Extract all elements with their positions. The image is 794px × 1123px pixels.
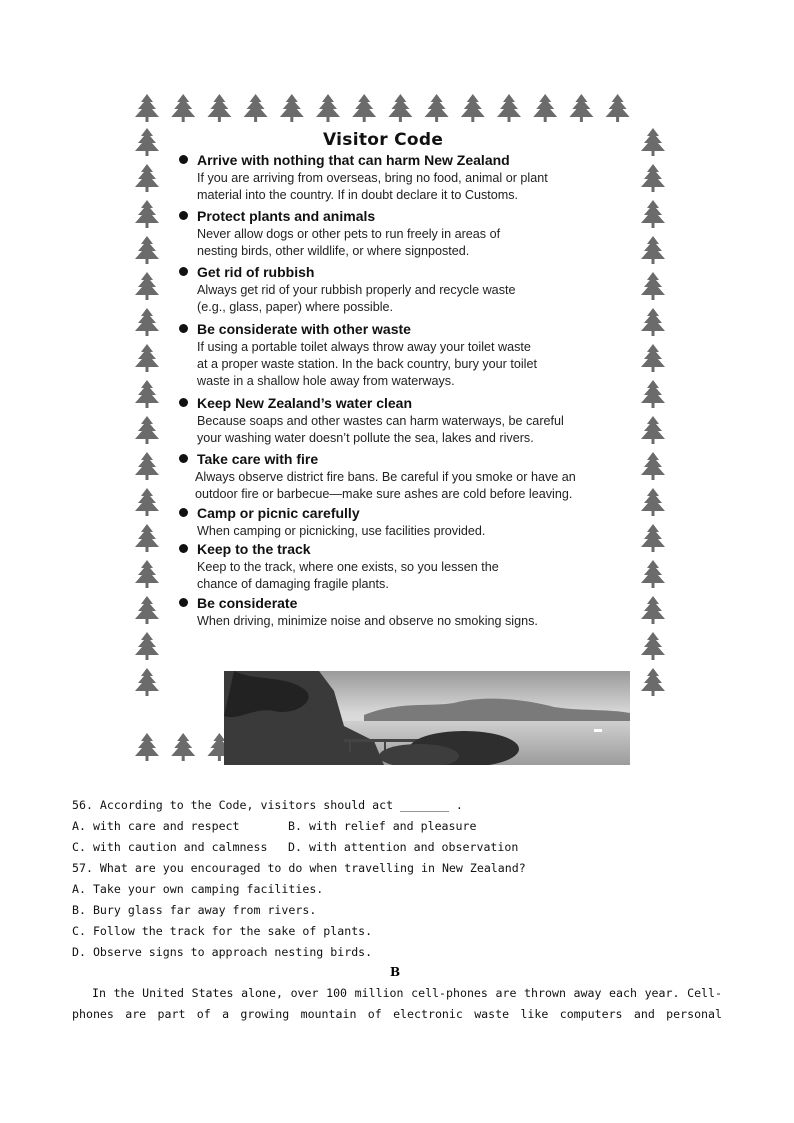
bullet-icon	[179, 324, 188, 333]
code-item-text-line: If you are arriving from overseas, bring no food, animal or plant	[197, 171, 548, 185]
bullet-icon	[179, 211, 188, 220]
code-item-heading: Protect plants and animals	[197, 208, 376, 224]
tree-icon	[641, 308, 665, 336]
q56-stem: 56. According to the Code, visitors should act _______ .	[72, 798, 463, 812]
tree-icon	[641, 164, 665, 192]
lake-landscape-photo	[224, 671, 630, 765]
tree-icon	[135, 308, 159, 336]
tree-icon	[641, 272, 665, 300]
tree-icon	[425, 94, 449, 122]
tree-icon	[135, 452, 159, 480]
tree-icon	[641, 560, 665, 588]
tree-icon	[135, 344, 159, 372]
tree-icon	[641, 596, 665, 624]
code-item-text-line: nesting birds, other wildlife, or where signposted.	[197, 244, 470, 258]
q57-option-a: A. Take your own camping facilities.	[72, 882, 324, 896]
tree-icon	[352, 94, 376, 122]
tree-icon	[388, 94, 412, 122]
code-item-heading: Get rid of rubbish	[197, 264, 315, 280]
tree-icon	[641, 200, 665, 228]
tree-icon	[641, 128, 665, 156]
code-item-text-line: When driving, minimize noise and observe no smoking signs.	[197, 614, 538, 628]
tree-icon	[533, 94, 557, 122]
tree-icon	[641, 236, 665, 264]
code-item-heading: Be considerate with other waste	[197, 321, 411, 337]
code-item-heading: Camp or picnic carefully	[197, 505, 360, 521]
tree-icon	[641, 668, 665, 696]
poster-title: Visitor Code	[323, 130, 444, 150]
q56-option-b: B. with relief and pleasure	[288, 819, 477, 833]
tree-icon	[135, 200, 159, 228]
tree-icon	[171, 94, 195, 122]
poster-content	[173, 128, 633, 728]
code-item-text-line: Never allow dogs or other pets to run freely in areas of	[197, 227, 501, 241]
tree-icon	[135, 416, 159, 444]
tree-icon	[207, 94, 231, 122]
bullet-icon	[179, 398, 188, 407]
code-item-heading: Arrive with nothing that can harm New Zealand	[197, 152, 510, 168]
passage-line-2: phones are part of a growing mountain of electronic waste like computers and personal	[72, 1007, 722, 1021]
tree-icon	[641, 488, 665, 516]
tree-icon	[135, 380, 159, 408]
tree-icon	[135, 524, 159, 552]
tree-icon	[135, 632, 159, 660]
q56-option-d: D. with attention and observation	[288, 840, 519, 854]
q57-option-b: B. Bury glass far away from rivers.	[72, 903, 317, 917]
code-item-heading: Keep to the track	[197, 541, 311, 557]
code-item-text-line: Because soaps and other wastes can harm waterways, be careful	[197, 414, 564, 428]
tree-icon	[135, 236, 159, 264]
code-item-text-line: material into the country. If in doubt declare it to Customs.	[197, 188, 519, 202]
visitor-code-poster	[131, 92, 669, 764]
bullet-icon	[179, 598, 188, 607]
tree-icon	[135, 733, 159, 761]
tree-icon	[569, 94, 593, 122]
tree-icon	[135, 94, 159, 122]
tree-icon	[135, 272, 159, 300]
tree-icon	[135, 164, 159, 192]
tree-icon	[135, 596, 159, 624]
q56-option-a: A. with care and respect	[72, 819, 240, 833]
tree-icon	[135, 128, 159, 156]
tree-icon	[461, 94, 485, 122]
code-item-text-line: Always observe district fire bans. Be careful if you smoke or have an	[195, 470, 576, 484]
tree-icon	[641, 524, 665, 552]
tree-icon	[641, 380, 665, 408]
tree-icon	[641, 416, 665, 444]
tree-icon	[641, 632, 665, 660]
tree-icon	[135, 560, 159, 588]
tree-icon	[244, 94, 268, 122]
code-item-heading: Be considerate	[197, 595, 298, 611]
tree-icon	[641, 344, 665, 372]
code-item-text-line: Always get rid of your rubbish properly and recycle waste	[197, 283, 516, 297]
tree-icon	[171, 733, 195, 761]
bullet-icon	[179, 454, 188, 463]
q57-option-c: C. Follow the track for the sake of plants.	[72, 924, 373, 938]
tree-icon	[280, 94, 304, 122]
code-item-text-line: When camping or picnicking, use facilities provided.	[197, 524, 486, 538]
bullet-icon	[179, 544, 188, 553]
tree-icon	[135, 668, 159, 696]
bullet-icon	[179, 508, 188, 517]
code-item-text-line: Keep to the track, where one exists, so you lessen the	[197, 560, 499, 574]
q56-option-c: C. with caution and calmness	[72, 840, 268, 854]
tree-icon	[316, 94, 340, 122]
q57-stem: 57. What are you encouraged to do when travelling in New Zealand?	[72, 861, 526, 875]
tree-icon	[497, 94, 521, 122]
code-item-text-line: your washing water doesn’t pollute the sea, lakes and rivers.	[197, 431, 534, 445]
q57-option-d: D. Observe signs to approach nesting birds.	[72, 945, 373, 959]
code-item-text-line: outdoor fire or barbecue—make sure ashes are cold before leaving.	[195, 487, 573, 501]
code-item-heading: Keep New Zealand’s water clean	[197, 395, 413, 411]
bullet-icon	[179, 267, 188, 276]
section-letter-b: B	[390, 965, 401, 979]
code-item-text-line: waste in a shallow hole away from waterways.	[197, 374, 455, 388]
code-item-text-line: at a proper waste station. In the back country, bury your toilet	[197, 357, 537, 371]
code-item-heading: Take care with fire	[197, 451, 319, 467]
code-item-text-line: (e.g., glass, paper) where possible.	[197, 300, 394, 314]
bullet-icon	[179, 155, 188, 164]
passage-line-1: In the United States alone, over 100 million cell-phones are thrown away each year. Cell-	[92, 986, 722, 1000]
code-item-text-line: If using a portable toilet always throw away your toilet waste	[197, 340, 531, 354]
tree-icon	[641, 452, 665, 480]
tree-icon	[606, 94, 630, 122]
code-item-text-line: chance of damaging fragile plants.	[197, 577, 389, 591]
tree-icon	[135, 488, 159, 516]
